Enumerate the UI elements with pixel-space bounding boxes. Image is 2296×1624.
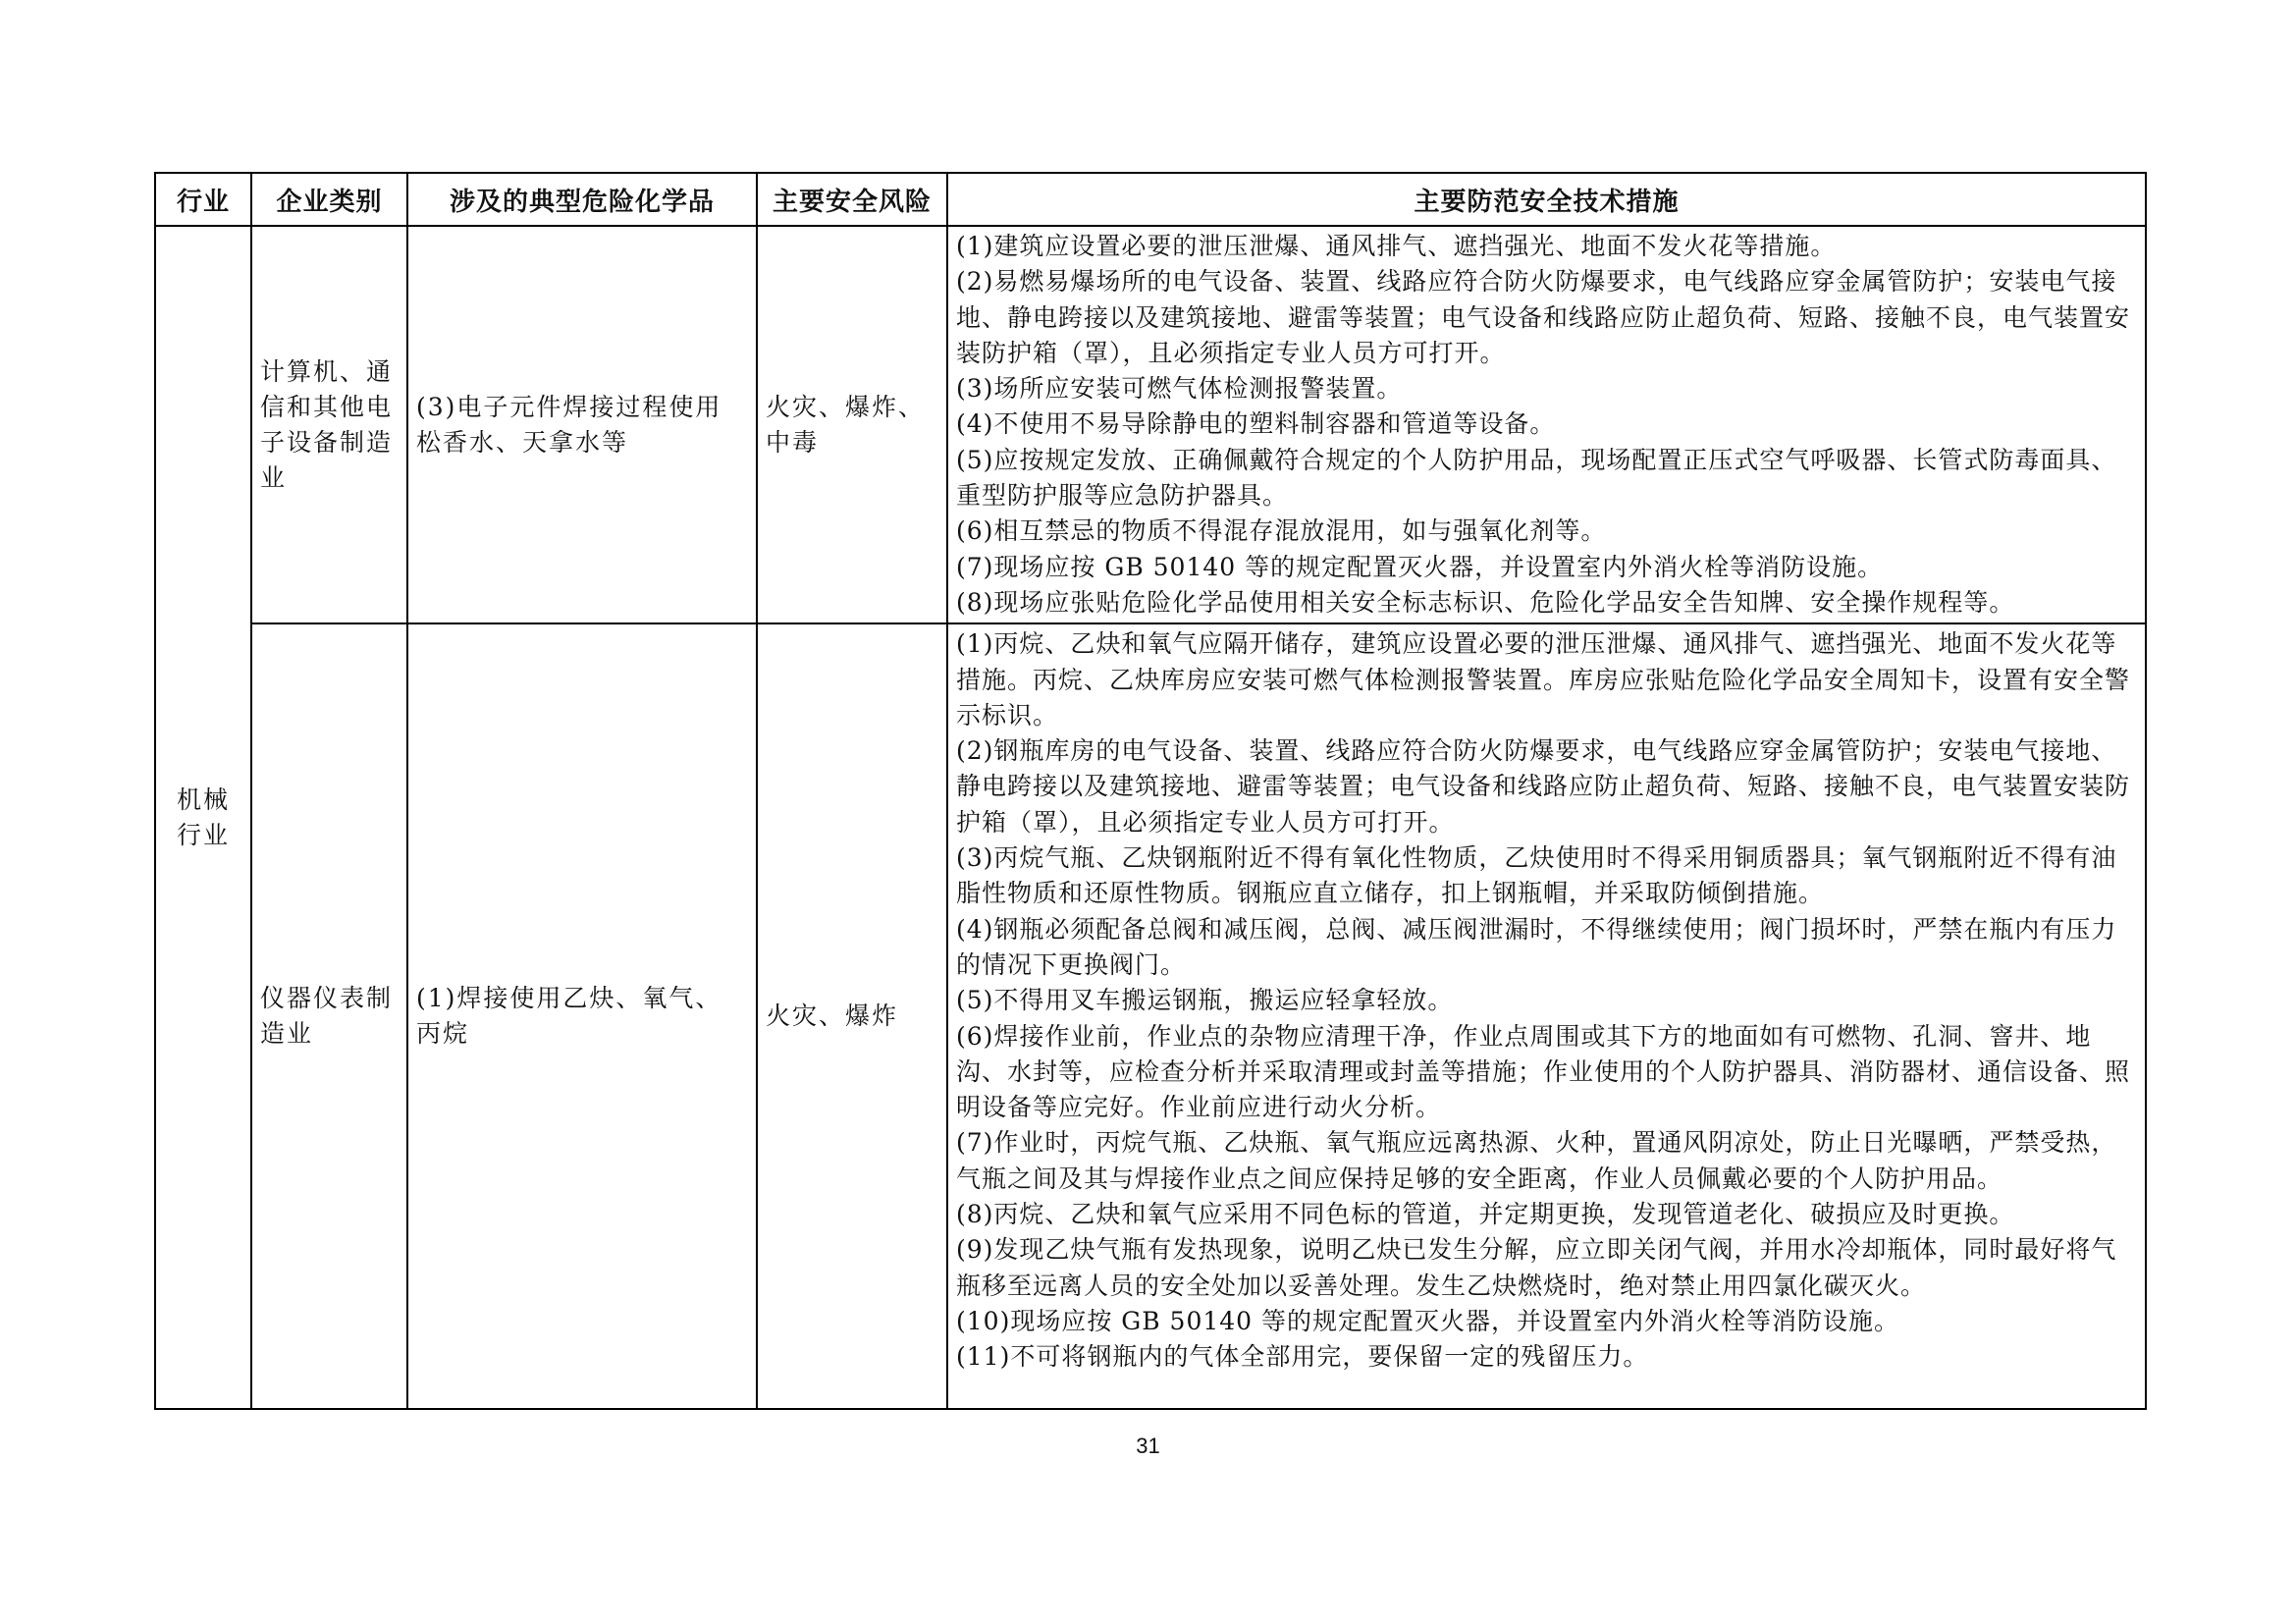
measure-item: (8)丙烷、乙炔和氧气应采用不同色标的管道，并定期更换，发现管道老化、破损应及时更换。	[956, 1200, 2015, 1229]
measure-item: (7)现场应按 GB 50140 等的规定配置灭火器，并设置室内外消火栓等消防设施。	[956, 552, 1884, 581]
risks-text: 火灾、爆炸、中毒	[766, 392, 926, 457]
header-industry: 行业	[155, 173, 251, 226]
measure-item: (1)建筑应设置必要的泄压泄爆、通风排气、遮挡强光、地面不发火花等措施。	[956, 232, 1837, 260]
risks-cell	[757, 623, 947, 1409]
measure-item: (7)作业时，丙烷气瓶、乙炔瓶、氧气瓶应远离热源、火种，置通风阴凉处，防止日光曝晒，严禁受热，气瓶之间及其与焊接作业点之间应保持足够的安全距离，作业人员佩戴必要的个人防护用品。	[956, 1128, 2117, 1193]
header-risks: 主要安全风险	[757, 173, 947, 226]
measure-item: (8)现场应张贴危险化学品使用相关安全标志标识、危险化学品安全告知牌、安全操作规程等。	[956, 587, 2015, 617]
measure-item: (2)易燃易爆场所的电气设备、装置、线路应符合防火防爆要求，电气线路应穿金属管防护；安装电气接地、静电跨接以及建筑接地、避雷等装置；电气设备和线路应防止超负荷、短路、接触不良，电气装置安装防护箱（罩），且必须指定专业人员方可打开。	[956, 267, 2131, 367]
measure-item: (3)场所应安装可燃气体检测报警装置。	[956, 374, 1403, 404]
category-cell	[251, 623, 407, 1409]
header-category: 企业类别	[251, 173, 407, 226]
chemicals-text: (3)电子元件焊接过程使用松香水、天拿水等	[416, 392, 722, 457]
industry-cell	[155, 226, 251, 1409]
measure-item: (1)丙烷、乙炔和氧气应隔开储存，建筑应设置必要的泄压泄爆、通风排气、遮挡强光、地面不发火花等措施。丙烷、乙炔库房应安装可燃气体检测报警装置。库房应张贴危险化学品安全周知卡，设置有安全警示标识。	[956, 629, 2131, 730]
page-number: 31	[1136, 1434, 1160, 1458]
category-label: 仪器仪表制造业	[260, 984, 394, 1049]
table-header-row	[155, 173, 2146, 226]
measures-cell	[947, 226, 2146, 623]
safety-measures-table	[154, 172, 2147, 1410]
measure-item: (5)应按规定发放、正确佩戴符合规定的个人防护用品，现场配置正压式空气呼吸器、长管式防毒面具、重型防护服等应急防护器具。	[956, 445, 2117, 511]
header-chemicals: 涉及的典型危险化学品	[407, 173, 757, 226]
measure-item: (10)现场应按 GB 50140 等的规定配置灭火器，并设置室内外消火栓等消防设施。	[956, 1306, 1900, 1335]
category-cell	[251, 226, 407, 623]
risks-cell	[757, 226, 947, 623]
table-row	[155, 226, 2146, 623]
measure-item: (6)焊接作业前，作业点的杂物应清理干净，作业点周围或其下方的地面如有可燃物、孔洞、窨井、地沟、水封等，应检查分析并采取清理或封盖等措施；作业使用的个人防护器具、消防器材、通信设备、照明设备等应完好。作业前应进行动火分析。	[956, 1021, 2131, 1122]
measure-item: (11)不可将钢瓶内的气体全部用完，要保留一定的残留压力。	[956, 1342, 1649, 1372]
category-label: 计算机、通信和其他电子设备制造业	[260, 356, 394, 492]
industry-label: 机械行业	[176, 785, 230, 849]
measure-item: (9)发现乙炔气瓶有发热现象，说明乙炔已发生分解，应立即关闭气阀，并用水冷却瓶体，同时最好将气瓶移至远离人员的安全处加以妥善处理。发生乙炔燃烧时，绝对禁止用四氯化碳灭火。	[956, 1235, 2117, 1300]
measure-item: (3)丙烷气瓶、乙炔钢瓶附近不得有氧化性物质，乙炔使用时不得采用铜质器具；氧气钢瓶附近不得有油脂性物质和还原性物质。钢瓶应直立储存，扣上钢瓶帽，并采取防倾倒措施。	[956, 843, 2117, 908]
chemicals-text: (1)焊接使用乙炔、氧气、丙烷	[416, 984, 722, 1049]
measure-item: (5)不得用叉车搬运钢瓶，搬运应轻拿轻放。	[956, 986, 1454, 1015]
measure-item: (2)钢瓶库房的电气设备、装置、线路应符合防火防爆要求，电气线路应穿金属管防护；安装电气接地、静电跨接以及建筑接地、避雷等装置；电气设备和线路应防止超负荷、短路、接触不良，电气装置安装防护箱（罩），且必须指定专业人员方可打开。	[956, 736, 2131, 837]
measure-item: (6)相互禁忌的物质不得混存混放混用，如与强氧化剂等。	[956, 516, 1607, 546]
risks-text: 火灾、爆炸	[766, 1001, 899, 1031]
measure-item: (4)钢瓶必须配备总阀和减压阀，总阀、减压阀泄漏时，不得继续使用；阀门损坏时，严禁在瓶内有压力的情况下更换阀门。	[956, 914, 2117, 979]
measure-item: (4)不使用不易导除静电的塑料制容器和管道等设备。	[956, 409, 1556, 439]
measures-cell	[947, 623, 2146, 1409]
header-measures: 主要防范安全技术措施	[947, 173, 2146, 226]
chemicals-cell	[407, 623, 757, 1409]
chemicals-cell	[407, 226, 757, 623]
table-row	[155, 623, 2146, 1409]
